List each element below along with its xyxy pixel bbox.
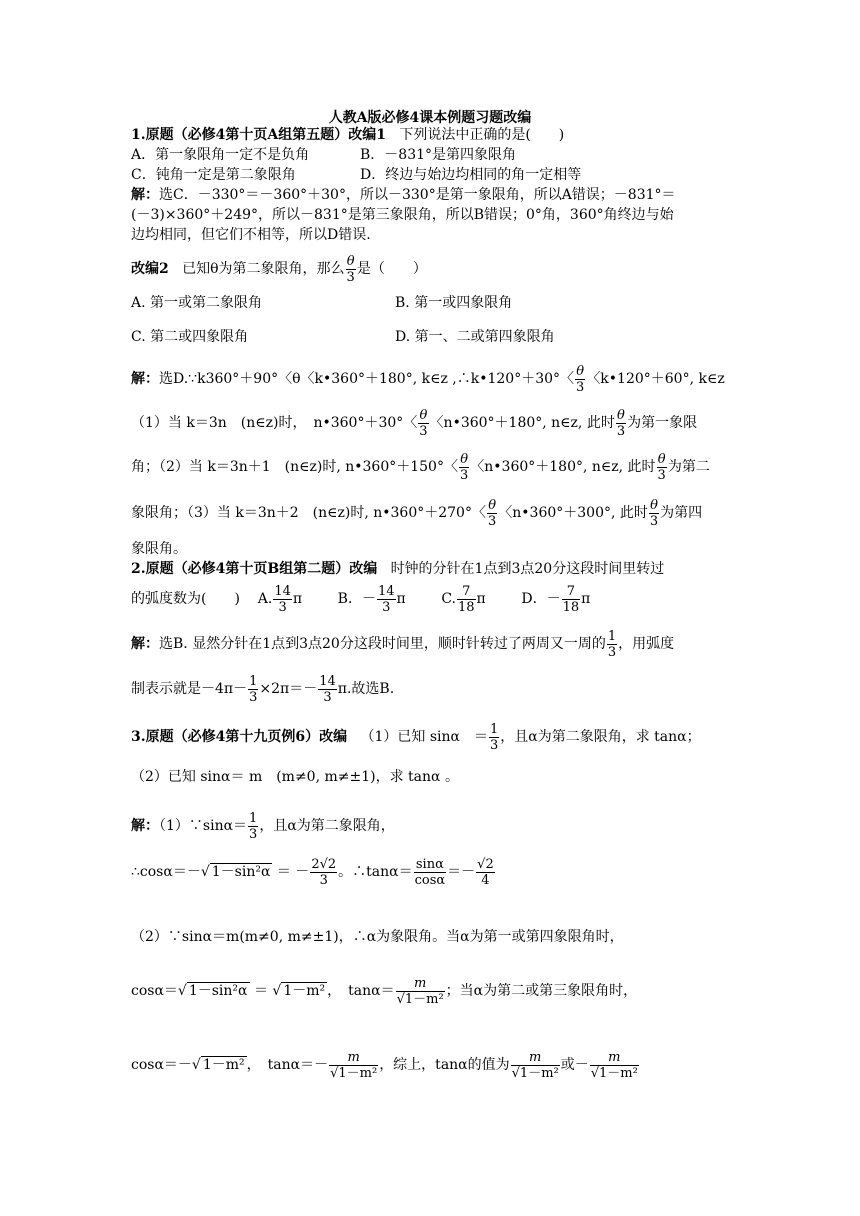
frac-den: √1－m² [590, 1065, 638, 1081]
q1-stem: 下列说法中正确的是( ) [399, 127, 565, 143]
cos-text: cosα＝ [131, 983, 178, 999]
equals-text: ＝ [253, 983, 268, 999]
frac-den: 3 [382, 599, 391, 615]
q1b-stem: 已知θ为第二象限角，那么 [182, 261, 345, 277]
case-2-text: 角；（2）当 k＝3n＋1 (n∈z)时, n•360°＋150°〈 [131, 459, 458, 475]
q3-frac [489, 722, 499, 753]
frac-num: θ [346, 253, 355, 269]
case-text: ；当α为第二或第三象限角时， [445, 983, 638, 999]
q2-option-a: A. [257, 591, 273, 607]
tan-text: ， tanα＝ [327, 983, 395, 999]
q3-heading: 3.原题（必修4第十九页例6）改编 [131, 729, 348, 745]
tan-frac [511, 1050, 560, 1081]
summary-text: ，综上，tanα的值为 [379, 1057, 510, 1073]
frac-num: 14 [319, 673, 336, 689]
q3-solution-label: 解： [131, 818, 159, 834]
frac-den: 3 [607, 644, 617, 660]
q2-option-d-frac [562, 584, 581, 615]
q3-frac [248, 811, 258, 842]
q3-solution-text: （1）∵sinα＝ [159, 818, 248, 834]
q3-solution-5: cosα＝－√ 1－m² ， tanα＝－ $\frac{m}{\text{√1－m²}}$ ，综上，tanα的值为 $\frac{m}{\text{√1－m²}}$ 或－ $\frac{m}{\text{√1－m²}}$ [131, 1049, 638, 1081]
frac-den: 3 [249, 826, 258, 842]
frac-num: 1 [249, 673, 258, 689]
pi-symbol: π [581, 591, 591, 607]
theta-over-3: $\frac{\theta}{3}$ [459, 451, 469, 483]
q1b-option-a: A. 第一或第二象限角 [131, 295, 263, 311]
frac-num: 2√2 [311, 856, 337, 872]
tan-text: 。∴tanα＝ [338, 864, 413, 880]
frac-den: 3 [489, 737, 499, 753]
q2-solution-frac-2 [318, 674, 337, 705]
frac-num: 1 [607, 628, 617, 644]
q2-line [131, 560, 664, 578]
q1b-options-ab [131, 294, 513, 312]
q2-solution-frac [248, 674, 258, 705]
case-1-text: （1）当 k＝3n (n∈z)时， n•360°＋30°〈 [131, 415, 418, 431]
q1b-heading: 改编2 [131, 261, 169, 277]
frac-num: 14 [377, 583, 395, 599]
q2-heading: 2.原题（必修4第十页B组第二题）改编 [131, 561, 378, 577]
frac-den: √1－m² [396, 991, 444, 1007]
q1b-case-1 [131, 406, 697, 440]
frac-den: 3 [278, 599, 287, 615]
frac-den: 3 [319, 872, 328, 888]
q1b-case-2 [131, 450, 710, 484]
q2-option-c: C. [441, 591, 456, 607]
q1b-option-d: D. 第一、二或第四象限角 [395, 329, 555, 345]
frac-den: 3 [323, 689, 332, 705]
theta-over-3: $\frac{\theta}{3}$ [487, 497, 497, 529]
frac-num: m [329, 1050, 378, 1066]
q3-line [131, 720, 701, 754]
q1b-case-end: 象限角。 [131, 541, 187, 557]
q1b-solution-label: 解： [131, 371, 159, 387]
q2-stem: 时钟的分针在1点到3点20分这段时间里转过 [390, 561, 665, 577]
case-1-text-b: 〈n•360°＋180°, n∈z, 此时 [429, 415, 615, 431]
frac-num: 14 [274, 583, 291, 599]
theta-over-3: $\frac{\theta}{3}$ [649, 497, 659, 529]
case-3-text: 象限角；（3）当 k＝3n＋2 (n∈z)时, n•360°＋270°〈 [131, 505, 486, 521]
frac-den: 3 [346, 269, 355, 285]
frac-den: 18 [458, 599, 475, 615]
theta-over-3: $\frac{\theta}{3}$ [616, 407, 626, 439]
q2-solution-text-b: ，用弧度 [618, 636, 675, 652]
q1-solution-1 [131, 186, 676, 204]
cos-text: ∴cosα＝－ [131, 864, 201, 880]
q1-solution-2: (－3)×360°＋249°，所以－831°是第三象限角，所以B错误；0°角，360°角终边与始 [131, 207, 674, 223]
frac-num: m [511, 1050, 560, 1066]
sqrt-radicand: 1－sin²α [188, 983, 248, 999]
tan-frac [329, 1050, 378, 1081]
q1-solution-label: 解： [131, 187, 159, 203]
frac-num: √2 [477, 856, 494, 872]
frac-num: m [590, 1050, 639, 1066]
tan-value-frac [476, 857, 495, 888]
q1b-solution-text: 选D.∵k360°＋90°〈θ〈k•360°＋180°, k∈z ,∴k•120°＋30°〈 [159, 371, 575, 387]
equals-text: ＝－ [447, 864, 476, 880]
q2-option-a-frac [273, 584, 292, 615]
theta-over-3: $\frac{\theta}{3}$ [576, 363, 585, 395]
tan-frac [590, 1050, 639, 1081]
sin-over-cos-frac [414, 857, 447, 888]
q2-solution-1 [131, 627, 674, 661]
sqrt-radicand: 1－sin²α [211, 864, 271, 880]
q1-options-ab [131, 146, 517, 164]
q2-option-d: D．－ [521, 591, 561, 607]
q1-solution-3: 边均相同，但它们不相等，所以D错误. [131, 227, 371, 243]
theta-over-3: $\frac{\theta}{3}$ [657, 451, 666, 483]
q1b-stem-line [131, 252, 427, 286]
pi-symbol: π [292, 591, 303, 607]
q3-part-2: （2）已知 sinα＝ m (m≠0, m≠±1)，求 tanα 。 [131, 769, 459, 785]
q1b-case-3 [131, 496, 702, 530]
q1-option-c: C．钝角一定是第二象限角 [131, 167, 296, 183]
frac-den: 3 [249, 689, 258, 705]
sqrt-radicand: 1－m² [202, 1057, 245, 1073]
case-1-text-c: 为第一象限 [627, 415, 698, 431]
q1b-solution-1 [131, 362, 725, 396]
frac-num: m [396, 976, 445, 992]
q1-option-d: D．终边与始边均相同的角一定相等 [360, 167, 582, 183]
q1b-stem-post: 是（ ） [356, 261, 427, 277]
page-title: 人教A版必修4课本例题习题改编 [328, 110, 532, 126]
frac-den: √1－m² [511, 1065, 559, 1081]
q1-heading: 1.原题（必修4第十页A组第五题）改编1 [131, 127, 386, 143]
q3-part-1-b: ，且α为第二象限角，求 tanα； [500, 729, 701, 745]
case-2-text-b: 〈n•360°＋180°, n∈z, 此时 [470, 459, 656, 475]
q1b-option-c: C. 第二或四象限角 [131, 329, 249, 345]
q1b-solution-text-b: 〈k•120°＋60°, k∈z [586, 371, 725, 387]
q2-solution-frac [607, 629, 617, 660]
q3-solution-text-b: ，且α为第二象限角， [259, 818, 395, 834]
q2-solution-2-post: π.故选B. [337, 681, 395, 697]
q1-solution-text-1: 选C．－330°＝－360°＋30°，所以－330°是第一象限角，所以A错误；－831°＝ [159, 187, 676, 203]
theta-over-3: $\frac{\theta}{3}$ [419, 407, 428, 439]
equals-text: ＝ － [276, 864, 310, 880]
pi-symbol: π [396, 591, 406, 607]
q3-solution-1 [131, 809, 395, 843]
frac-num: sinα [414, 857, 447, 873]
frac-den: 4 [481, 872, 490, 888]
q3-part-1: （1）已知 sinα ＝ [360, 729, 488, 745]
frac-num: 1 [489, 721, 499, 737]
case-3-text-b: 〈n•360°＋300°, 此时 [498, 505, 648, 521]
cos-value-frac [310, 857, 337, 888]
q2-solution-2 [131, 672, 394, 706]
q1b-fraction [346, 254, 356, 285]
q2-solution-2-text: 制表示就是－4π－ [131, 681, 248, 697]
q2-stem-2: 的弧度数为( ) [131, 591, 240, 607]
q1-option-b: B．－831°是第四象限角 [360, 147, 517, 163]
q1-options-cd [131, 166, 582, 184]
tan-frac [396, 976, 445, 1007]
q2-option-b-frac [377, 584, 396, 615]
q2-solution-2-mid: ×2π＝－ [259, 681, 318, 697]
q1b-option-b: B. 第一或四象限角 [395, 295, 513, 311]
cos-text: cosα＝－ [131, 1057, 192, 1073]
q1b-options-cd [131, 328, 555, 346]
case-2-text-c: 为第二 [667, 459, 710, 475]
q3-solution-2: ∴cosα＝－√ 1－sin²α ＝ － $\frac{2√2}{3}$ 。∴tanα＝ $\frac{\sin\alpha}{\cos\alpha}$ ＝－ $\frac{√2}{4}$ [131, 856, 494, 888]
q2-options [131, 582, 590, 616]
q2-solution-text: 选B. 显然分针在1点到3点20分这段时间里，顺时针转过了两周又一周的 [159, 636, 606, 652]
frac-num: 7 [562, 584, 581, 600]
q2-option-b: B．－ [337, 591, 376, 607]
pi-symbol: π [476, 591, 486, 607]
q2-solution-label: 解： [131, 636, 159, 652]
q3-solution-3: （2）∵sinα＝m(m≠0, m≠±1)，∴α为象限角。当α为第一或第四象限角时， [131, 929, 624, 945]
sqrt-radicand: 1－m² [283, 983, 326, 999]
frac-den: cosα [414, 872, 446, 888]
q3-solution-4: cosα＝√ 1－sin²α ＝ √ 1－m² ， tanα＝ $\frac{m}{\text{√1－m²}}$ ；当α为第二或第三象限角时， [131, 975, 638, 1007]
frac-den: √1－m² [330, 1065, 378, 1081]
case-3-text-c: 为第四 [660, 505, 703, 521]
q1-line [131, 126, 564, 144]
q2-option-c-frac [457, 584, 476, 615]
q1-option-a: A．第一象限角一定不是负角 [131, 147, 310, 163]
or-text: 或－ [560, 1057, 589, 1073]
frac-num: 7 [457, 584, 476, 600]
tan-text: ， tanα＝－ [246, 1057, 329, 1073]
frac-den: 18 [562, 599, 580, 615]
frac-num: 1 [249, 810, 258, 826]
